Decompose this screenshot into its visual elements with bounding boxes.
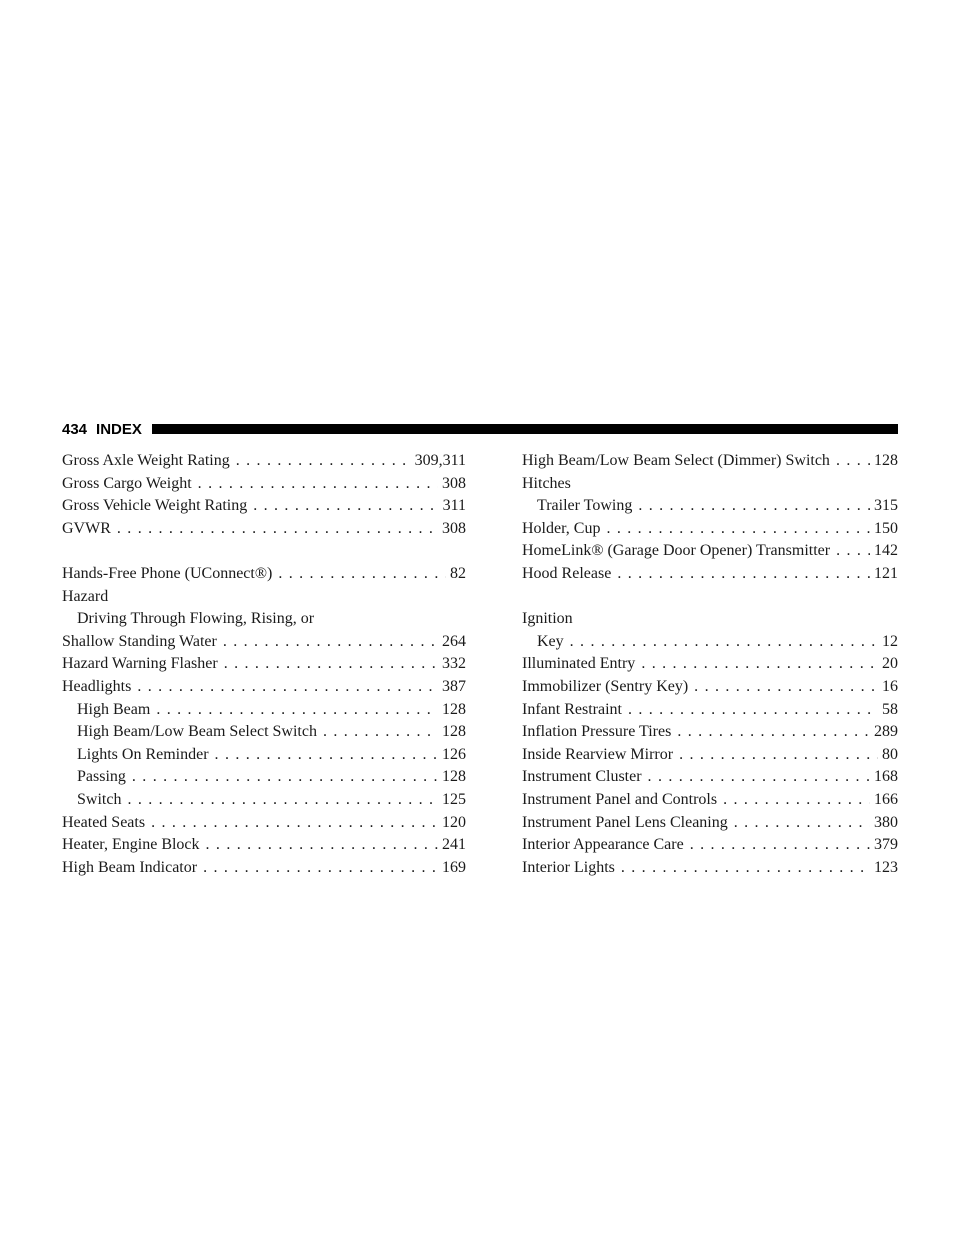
entry-text: Hitches [522,474,571,492]
index-entry [62,676,466,699]
leader-dots [836,540,870,563]
entry-page: 309,311 [414,452,466,469]
entry-text: Gross Axle Weight Rating [62,452,230,469]
leader-dots [132,766,438,789]
entry-page: 289 [874,723,898,741]
leader-dots [617,563,870,586]
index-entry [62,834,466,857]
leader-dots [638,495,870,518]
leader-dots [253,495,438,518]
index-entry [62,450,466,473]
entry-text: Headlights [62,677,132,695]
index-entry [62,631,466,654]
index-entry [522,721,898,744]
leader-dots [236,450,411,473]
entry-page: 142 [874,542,898,560]
leader-dots [151,812,438,835]
index-entry [522,857,898,880]
index-entry [522,789,898,812]
entry-text: Interior Lights [522,858,615,876]
entry-page: 315 [874,497,898,515]
entry-text: High Beam Indicator [62,858,198,876]
index-entry [522,563,898,586]
leader-dots [117,518,438,541]
entry-text: Inside Rearview Mirror [522,745,674,763]
entry-page: 311 [442,497,466,515]
leader-dots [156,699,438,722]
entry-page: 128 [442,723,466,741]
index-entry [522,653,898,676]
entry-text: GVWR [62,519,111,537]
entry-page: 128 [442,768,466,786]
index-entry [522,812,898,835]
entry-text: Hazard Warning Flasher [62,655,218,673]
index-entry [62,518,466,541]
entry-page: 128 [442,700,466,718]
leader-dots [215,744,438,767]
entry-text: Instrument Panel Lens Cleaning [522,813,728,831]
leader-dots [323,721,438,744]
leader-dots [679,744,878,767]
index-entry [522,744,898,767]
index-subentry [62,699,466,722]
entry-page: 387 [442,677,466,695]
index-heading [522,608,898,631]
index-entry [522,450,898,473]
entry-page: 332 [442,655,466,673]
entry-page: 150 [874,519,898,537]
entry-text: Key [537,632,564,650]
index-subentry [62,766,466,789]
entry-page: 80 [882,745,898,763]
entry-text: Heater, Engine Block [62,836,200,854]
entry-text: Driving Through Flowing, Rising, or [77,610,315,628]
index-subentry [62,721,466,744]
leader-dots [223,631,438,654]
entry-page: 169 [442,858,466,876]
leader-dots [206,834,438,857]
entry-text: High Beam/Low Beam Select (Dimmer) Switch [522,452,830,469]
entry-page: 264 [442,632,466,650]
entry-page: 308 [442,474,466,492]
entry-text: Ignition [522,610,573,628]
page-number: 434 [62,420,88,438]
entry-text: High Beam/Low Beam Select Switch [77,723,317,741]
entry-text: Instrument Panel and Controls [522,790,718,808]
index-entry [62,653,466,676]
entry-text: Hands-Free Phone (UConnect®) [62,564,273,582]
index-heading [522,473,898,496]
index-entry [522,540,898,563]
entry-text: Passing [77,768,126,786]
entry-text: Interior Appearance Care [522,836,684,854]
entry-page: 168 [874,768,898,786]
index-subentry [62,608,466,631]
entry-page: 128 [874,452,898,469]
entry-text: Infant Restraint [522,700,622,718]
entry-text: Immobilizer (Sentry Key) [522,677,689,695]
entry-text: Gross Vehicle Weight Rating [62,497,248,515]
index-entry [62,563,466,586]
entry-text: Hazard [62,587,109,605]
leader-dots [677,721,870,744]
entry-page: 16 [882,677,898,695]
leader-dots [723,789,870,812]
entry-text: Trailer Towing [537,497,633,515]
entry-text: Lights On Reminder [77,745,209,763]
entry-page: 166 [874,790,898,808]
leader-dots [628,699,878,722]
entry-text: Hood Release [522,564,612,582]
leader-dots [648,766,870,789]
leader-dots [734,812,870,835]
header-rule [152,424,898,434]
leader-dots [278,563,446,586]
entry-page: 121 [874,564,898,582]
entry-text: High Beam [77,700,151,718]
entry-page: 123 [874,858,898,876]
page-header [62,418,898,440]
index-column-left [62,450,466,879]
leader-dots [641,653,878,676]
index-heading [62,586,466,609]
leader-dots [836,450,870,473]
leader-dots [137,676,438,699]
entry-text: Switch [77,790,122,808]
index-entry [62,495,466,518]
leader-dots [621,857,870,880]
leader-dots [690,834,870,857]
entry-text: Gross Cargo Weight [62,474,192,492]
index-subentry [522,631,898,654]
leader-dots [570,631,878,654]
entry-text: HomeLink® (Garage Door Opener) Transmitter [522,542,831,560]
entry-page: 20 [882,655,898,673]
leader-dots [203,857,438,880]
leader-dots [224,653,438,676]
entry-page: 120 [442,813,466,831]
entry-page: 82 [450,564,466,582]
section-title: INDEX [96,420,142,438]
entry-text: Illuminated Entry [522,655,636,673]
index-column-right [522,450,898,879]
index-subentry [62,789,466,812]
entry-page: 126 [442,745,466,763]
entry-page: 125 [442,790,466,808]
index-entry [522,766,898,789]
entry-text: Shallow Standing Water [62,632,217,650]
leader-dots [198,473,438,496]
entry-page: 308 [442,519,466,537]
leader-dots [606,518,870,541]
index-subentry [522,495,898,518]
entry-text: Holder, Cup [522,519,601,537]
leader-dots [694,676,878,699]
entry-text: Instrument Cluster [522,768,642,786]
entry-page: 58 [882,700,898,718]
index-subentry [62,744,466,767]
entry-text: Heated Seats [62,813,146,831]
index-entry [522,518,898,541]
entry-page: 241 [442,836,466,854]
index-entry [522,699,898,722]
entry-text: Inflation Pressure Tires [522,723,672,741]
index-entry [522,834,898,857]
index-entry [62,812,466,835]
entry-page: 12 [882,632,898,650]
leader-dots [127,789,438,812]
index-entry [522,676,898,699]
entry-page: 379 [874,836,898,854]
index-entry [62,473,466,496]
entry-page: 380 [874,813,898,831]
index-entry [62,857,466,880]
